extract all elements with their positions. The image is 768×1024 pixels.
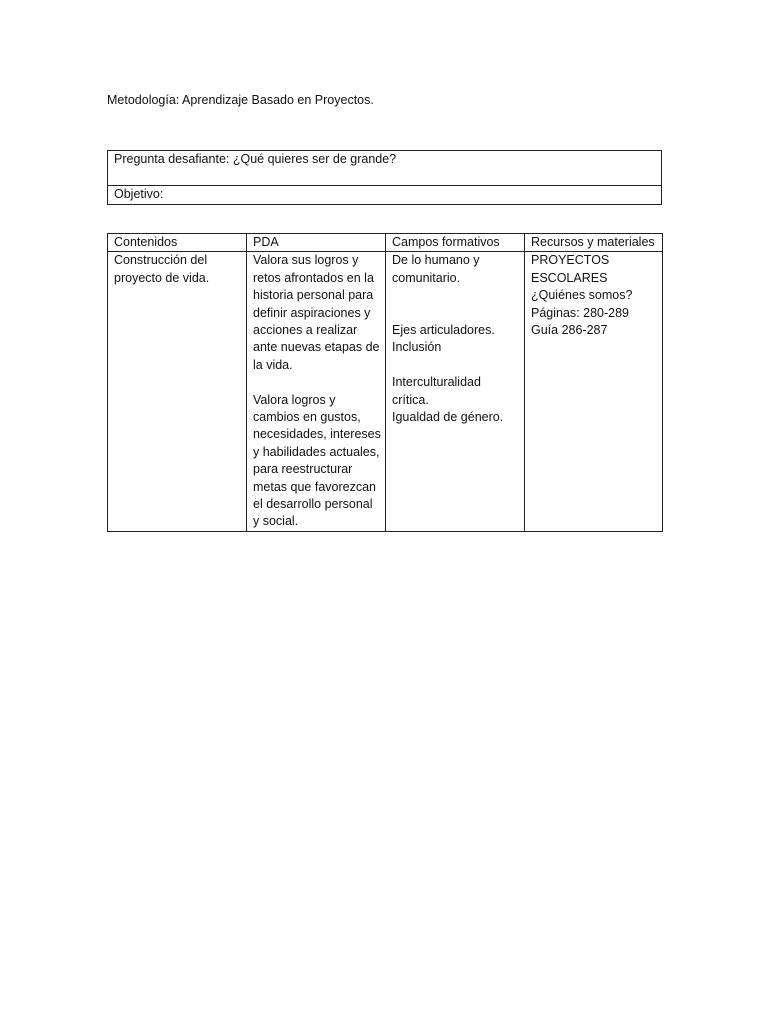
plan-table [107,233,663,532]
methodology-line: Metodología: Aprendizaje Basado en Proyectos. [107,93,374,107]
header-campos: Campos formativos [386,234,525,252]
cell-pda [247,252,386,531]
header-recursos: Recursos y materiales [525,234,663,252]
question-table [107,150,662,205]
campo-formativo: De lo humano y comunitario. [392,253,480,285]
pda-paragraph-1: Valora sus logros y retos afrontados en la historia personal para definir aspiraciones y acciones a realizar ante nuevas etapas de la vida. [253,253,380,372]
ejes-title: Ejes articuladores. [392,323,495,337]
pda-paragraph-2: Valora logros y cambios en gustos, necesidades, intereses y habilidades actuales, para reestructurar metas que favorezcan el desarrollo personal y social. [253,392,381,529]
recursos-books: PROYECTOS ESCOLARES ¿Quiénes somos? Páginas: 280-289 [531,253,633,320]
header-pda: PDA [247,234,386,252]
cell-contenidos [108,252,247,531]
plan-table-header-row [108,234,663,252]
challenge-question: Pregunta desafiante: ¿Qué quieres ser de grande? [108,151,662,186]
objective-label: Objetivo: [108,186,662,205]
header-contenidos: Contenidos [108,234,247,252]
eje-inclusion: Inclusión [392,340,442,355]
cell-recursos [525,252,663,531]
cell-campos [386,252,525,531]
contenidos-text: Construcción del proyecto de vida. [114,253,210,285]
eje-interculturalidad: Interculturalidad crítica. [392,375,481,407]
eje-igualdad: Igualdad de género. [392,410,504,425]
recursos-guide: Guía 286-287 [531,323,608,338]
plan-table-row [108,252,663,531]
